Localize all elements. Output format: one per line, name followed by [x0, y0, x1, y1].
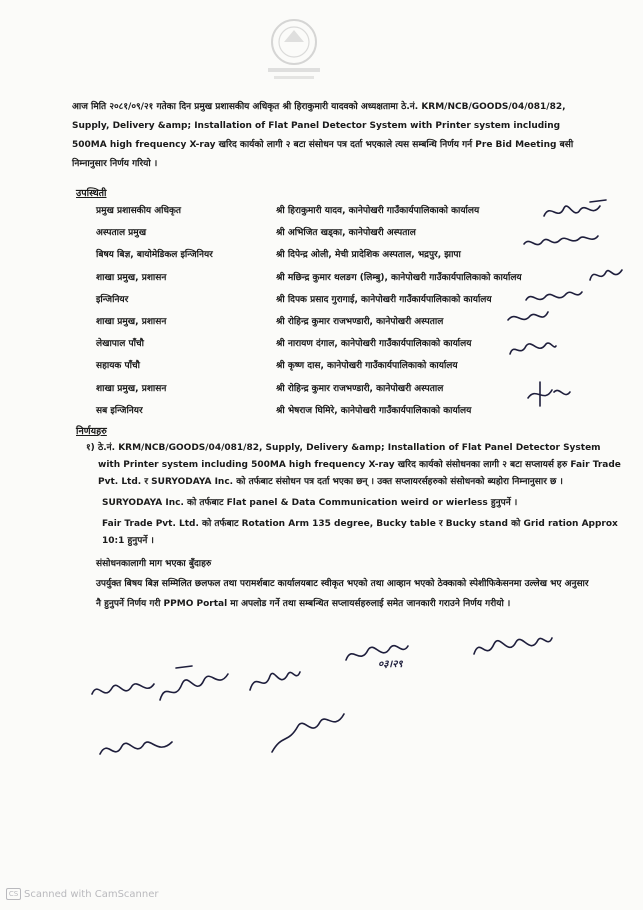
attendee-role: लेखापाल पाँचौ: [96, 339, 144, 350]
attendee-role: इन्जिनियर: [96, 294, 129, 305]
signature-mark: [88, 672, 158, 708]
attendee-row: [96, 204, 556, 226]
signature-mark: [156, 660, 232, 710]
watermark-text: Scanned with CamScanner: [24, 889, 159, 900]
signature-mark: [540, 196, 610, 226]
attendee-name: श्री रोहिन्द्र कुमार राजभण्डारी, कानेपोखरी अस्पताल: [276, 383, 444, 394]
attendee-name: श्री भेषराज घिमिरे, कानेपोखरी गाउँकार्यपालिकाको कार्यालय: [276, 405, 472, 416]
attendee-row: [96, 315, 556, 337]
attendee-name: श्री अभिजित खड्का, कानेपोखरी अस्पताल: [276, 228, 416, 239]
attendee-role: बिषय बिज्ञ, बायोमेडिकल इन्जिनियर: [96, 250, 213, 261]
final-heading: संसोधनकालागी माग भएका बुँदाहरु: [96, 559, 212, 569]
attendee-role: शाखा प्रमुख, प्रशासन: [96, 383, 167, 394]
office-seal-stamp: [262, 14, 326, 82]
decision-text: ठे.नं. KRM/NCB/GOODS/04/081/82, Supply, Delivery &amp; Installation of Flat Panel Detector System with Printer system including 500MA high frequency X-ray खरिद कार्यको संसोधनका लागी २ बटा सप्लायर्स हरु Fair Trade Pvt. Ltd. र SURYODAYA Inc. को तर्फबाट संसोधन पत्र दर्ता भएका छन् । उक्त सप्लायरर्सहरुको संसोधनको ब्यहोरा निम्नानुसार छ ।: [98, 443, 621, 487]
attendee-role: शाखा प्रमुख, प्रशासन: [96, 272, 167, 283]
attendee-role: शाखा प्रमुख, प्रशासन: [96, 316, 167, 327]
decision-number: १): [86, 443, 95, 453]
attendee-row: [96, 359, 556, 381]
attendee-role: अस्पताल प्रमुख: [96, 228, 147, 239]
attendee-row: [96, 293, 556, 315]
signature-mark: [268, 704, 348, 760]
attendee-role: सब इन्जिनियर: [96, 405, 143, 416]
signature-mark: [246, 660, 302, 700]
attendance-heading: उपस्थिती: [76, 188, 107, 199]
signature-mark: [96, 728, 176, 768]
attendee-name: श्री दिपक प्रसाद गुरागाई, कानेपोखरी गाउँकार्यपालिकाको कार्यालय: [276, 294, 492, 305]
attendee-name: श्री नारायण दंगाल, कानेपोखरी गाउँकार्यपालिकाको कार्यालय: [276, 339, 472, 350]
decision-item: [86, 440, 621, 550]
attendee-role: प्रमुख प्रशासकीय अधिकृत: [96, 206, 182, 216]
intro-paragraph: आज मिति २०८१/०९/२१ गतेका दिन प्रमुख प्रशासकीय अधिकृत श्री हिराकुमारी यादवको अध्यक्षतामा ठे.नं. KRM/NCB/GOODS/04/081/82, Supply, Delivery &amp; Installation of Flat Panel Detector System with Printer system including 500MA high frequency X-ray खरिद कार्यको लागी २ बटा संसोधन पत्र दर्ता भएकाले त्यस सम्बन्धि निर्णय गर्न Pre Bid Meeting बसी निम्नानुसार निर्णय गरियो ।: [72, 102, 574, 169]
signature-mark: [508, 336, 558, 362]
attendee-row: [96, 382, 556, 404]
attendee-row: [96, 248, 556, 270]
attendee-name: श्री हिराकुमारी यादव, कानेपोखरी गाउँकार्यपालिकाको कार्यालय: [276, 206, 480, 216]
signature-mark: [522, 226, 602, 254]
signature-mark: [470, 626, 554, 670]
attendee-row: [96, 337, 556, 359]
signature-mark: [524, 378, 572, 410]
attendee-name: श्री मछिन्द्र कुमार थलङग (लिम्बु), कानेपोखरी गाउँकार्यपालिकाको कार्यालय: [276, 272, 522, 283]
handwritten-date: ०३।२९: [378, 659, 403, 670]
attendance-list: [96, 204, 556, 426]
camscanner-watermark: [6, 888, 159, 900]
attendee-name: श्री दिपेन्द्र ओली, मेची प्रादेशिक अस्पताल, भद्रपुर, झापा: [276, 250, 461, 261]
decisions-heading: निर्णयहरु: [76, 426, 107, 437]
attendee-role: सहायक पाँचौ: [96, 361, 140, 372]
attendee-row: [96, 271, 556, 293]
attendee-row: [96, 404, 556, 426]
attendee-row: [96, 226, 556, 248]
camscanner-icon: CS: [6, 888, 21, 900]
decision-subpoint: SURYODAYA Inc. को तर्फबाट Flat panel & Data Communication weird or wierless हुनुपर्ने ।: [102, 498, 518, 508]
signature-mark: [586, 262, 626, 288]
signature-mark: [506, 306, 550, 328]
final-paragraph: उपर्युक्त बिषय बिज्ञ सम्मिलित छलफल तथा परामर्शबाट कार्यालयबाट स्वीकृत भएको तथा आव्हान भएको ठेक्काको स्पेशीफिकेसनमा उल्लेख भए अनुसार नै हुनुपर्ने निर्णय गरी PPMO Portal मा अपलोड गर्ने तथा सम्बन्धित सप्लायर्सहरुलाई समेत जानकारी गराउने निर्णय गरीयो ।: [96, 579, 589, 609]
decision-subpoint: Fair Trade Pvt. Ltd. को तर्फबाट Rotation Arm 135 degree, Bucky table र Bucky stand को Grid ration Approx 10:1 हुनुपर्ने ।: [102, 519, 618, 546]
attendee-name: श्री रोहिन्द्र कुमार राजभण्डारी, कानेपोखरी अस्पताल: [276, 316, 444, 327]
attendee-name: श्री कृष्ण दास, कानेपोखरी गाउँकार्यपालिकाको कार्यालय: [276, 361, 458, 372]
